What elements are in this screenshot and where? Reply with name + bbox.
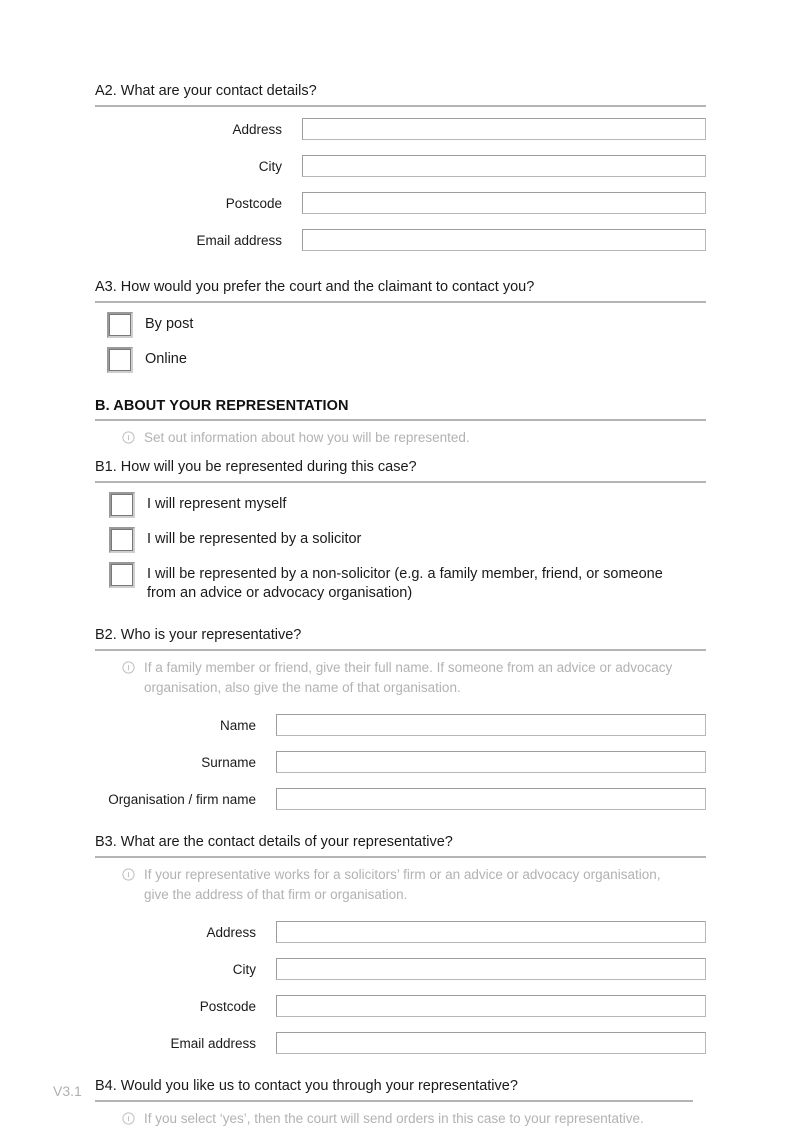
label-rep-organisation: Organisation / firm name bbox=[108, 791, 256, 807]
input-rep-email[interactable] bbox=[276, 1032, 706, 1054]
question-a2-heading: A2. What are your contact details? bbox=[95, 82, 706, 107]
info-circle-icon bbox=[122, 868, 135, 881]
field-row-rep-city bbox=[95, 958, 707, 980]
option-label-represented-by-non-solicitor: I will be represented by a non-solicitor (e.g. a family member, friend, or someone from an advice or advocacy organisation) bbox=[147, 566, 663, 601]
field-row-postcode bbox=[95, 192, 707, 214]
question-b2-fields bbox=[95, 714, 707, 810]
checkbox-online[interactable] bbox=[107, 347, 133, 373]
question-a3 bbox=[95, 278, 707, 303]
checkbox-represented-by-solicitor[interactable] bbox=[109, 527, 135, 553]
checkbox-represented-by-non-solicitor[interactable] bbox=[109, 562, 135, 588]
option-label-online: Online bbox=[145, 351, 187, 367]
field-row-rep-surname bbox=[95, 751, 707, 773]
input-city[interactable] bbox=[302, 155, 706, 177]
field-row-rep-name bbox=[95, 714, 707, 736]
question-b2-hint-text: If a family member or friend, give their full name. If someone from an advice or advocacy organisation, also give the name of that organisation. bbox=[144, 660, 673, 695]
question-b2-heading: B2. Who is your representative? bbox=[95, 626, 706, 651]
question-b4-hint-text: If you select ‘yes’, then the court will send orders in this case to your representative. bbox=[144, 1111, 644, 1126]
label-rep-postcode: Postcode bbox=[199, 998, 256, 1014]
checkbox-by-post[interactable] bbox=[107, 312, 133, 338]
option-represent-myself[interactable] bbox=[109, 492, 707, 518]
form-content bbox=[95, 82, 707, 1129]
info-circle-icon bbox=[122, 661, 135, 674]
question-b4-hint bbox=[95, 1109, 707, 1129]
question-a3-options bbox=[95, 312, 707, 373]
input-address[interactable] bbox=[302, 118, 706, 140]
field-row-city bbox=[95, 155, 707, 177]
field-row-rep-organisation bbox=[95, 788, 707, 810]
field-row-rep-postcode bbox=[95, 995, 707, 1017]
input-rep-city[interactable] bbox=[276, 958, 706, 980]
input-postcode[interactable] bbox=[302, 192, 706, 214]
option-label-represent-myself: I will represent myself bbox=[147, 496, 287, 512]
question-b4 bbox=[95, 1077, 707, 1102]
question-b2 bbox=[95, 626, 707, 651]
option-represented-by-solicitor[interactable] bbox=[109, 527, 707, 553]
option-represented-by-non-solicitor[interactable] bbox=[109, 562, 707, 603]
option-label-by-post: By post bbox=[145, 316, 194, 332]
input-rep-surname[interactable] bbox=[276, 751, 706, 773]
question-a2-fields bbox=[95, 118, 707, 251]
info-circle-icon bbox=[122, 431, 135, 444]
section-b bbox=[95, 397, 707, 421]
section-b-heading: B. ABOUT YOUR REPRESENTATION bbox=[95, 397, 706, 421]
label-rep-city: City bbox=[232, 961, 256, 977]
question-b3-hint bbox=[95, 865, 667, 905]
label-address: Address bbox=[232, 121, 282, 137]
label-city: City bbox=[258, 158, 282, 174]
input-rep-postcode[interactable] bbox=[276, 995, 706, 1017]
field-row-email bbox=[95, 229, 707, 251]
option-by-post[interactable] bbox=[107, 312, 707, 338]
question-b1-heading: B1. How will you be represented during this case? bbox=[95, 458, 706, 483]
section-b-hint bbox=[95, 428, 707, 448]
label-rep-address: Address bbox=[206, 924, 256, 940]
field-row-rep-address bbox=[95, 921, 707, 943]
input-email-address[interactable] bbox=[302, 229, 706, 251]
label-rep-email: Email address bbox=[170, 1035, 256, 1051]
question-a3-heading: A3. How would you prefer the court and the claimant to contact you? bbox=[95, 278, 706, 303]
question-b4-heading: B4. Would you like us to contact you through your representative? bbox=[95, 1077, 693, 1102]
question-b3 bbox=[95, 833, 707, 858]
document-version: V3.1 bbox=[53, 1083, 82, 1099]
question-b2-hint bbox=[95, 658, 702, 698]
section-b-hint-text: Set out information about how you will be represented. bbox=[144, 430, 470, 445]
label-rep-surname: Surname bbox=[201, 754, 256, 770]
question-b1 bbox=[95, 458, 707, 483]
input-rep-name[interactable] bbox=[276, 714, 706, 736]
field-row-rep-email bbox=[95, 1032, 707, 1054]
label-email-address: Email address bbox=[196, 232, 282, 248]
label-postcode: Postcode bbox=[225, 195, 282, 211]
question-b1-options bbox=[95, 492, 707, 603]
question-b3-heading: B3. What are the contact details of your representative? bbox=[95, 833, 706, 858]
info-circle-icon bbox=[122, 1112, 135, 1125]
question-a2 bbox=[95, 82, 707, 107]
option-label-represented-by-solicitor: I will be represented by a solicitor bbox=[147, 531, 362, 547]
input-rep-address[interactable] bbox=[276, 921, 706, 943]
field-row-address bbox=[95, 118, 707, 140]
label-rep-name: Name bbox=[219, 717, 256, 733]
input-rep-organisation[interactable] bbox=[276, 788, 706, 810]
option-online[interactable] bbox=[107, 347, 707, 373]
checkbox-represent-myself[interactable] bbox=[109, 492, 135, 518]
question-b3-hint-text: If your representative works for a solicitors’ firm or an advice or advocacy organisation, give the address of that firm or organisation. bbox=[144, 867, 661, 902]
question-b3-fields bbox=[95, 921, 707, 1054]
